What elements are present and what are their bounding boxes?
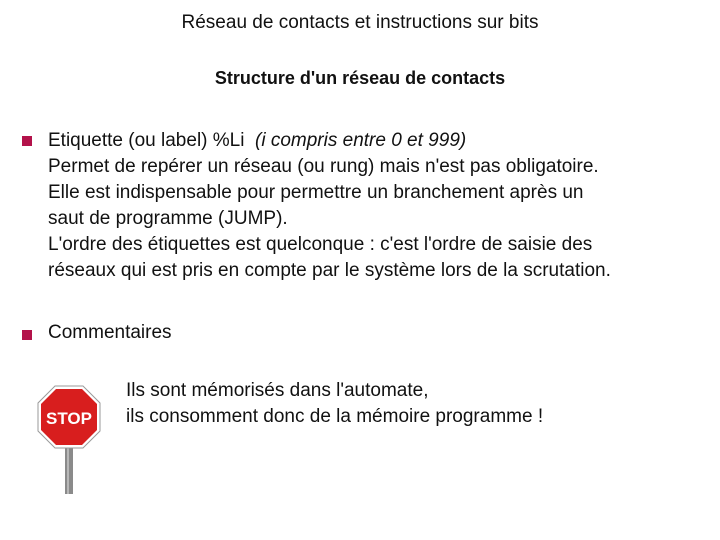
page-title: Réseau de contacts et instructions sur bits: [181, 12, 539, 33]
stop-sign-icon: [36, 384, 102, 496]
section-title: Structure d'un réseau de contacts: [214, 68, 506, 88]
item-line: L'ordre des étiquettes est quelconque : c'est l'ordre de saisie des: [48, 234, 593, 255]
item-note: (i compris entre 0 et 999): [255, 130, 467, 151]
list-item-etiquette: [48, 128, 708, 284]
item-line: Permet de repérer un réseau (ou rung) mais n'est pas obligatoire.: [48, 156, 599, 177]
bullet-marker-2: [22, 330, 32, 340]
memo-text: [126, 378, 543, 430]
list-item-commentaires: Commentaires: [48, 322, 172, 343]
item-label: Etiquette (ou label) %Li: [48, 130, 245, 151]
stop-label: STOP: [46, 409, 92, 428]
item-line: Elle est indispensable pour permettre un branchement après un: [48, 182, 584, 203]
item-line: réseaux qui est pris en compte par le système lors de la scrutation.: [48, 260, 611, 281]
memo-line-1: Ils sont mémorisés dans l'automate,: [126, 380, 429, 401]
memo-line-2: ils consomment donc de la mémoire programme !: [126, 406, 544, 427]
item-line: saut de programme (JUMP).: [48, 208, 288, 229]
bullet-marker-1: [22, 136, 32, 146]
